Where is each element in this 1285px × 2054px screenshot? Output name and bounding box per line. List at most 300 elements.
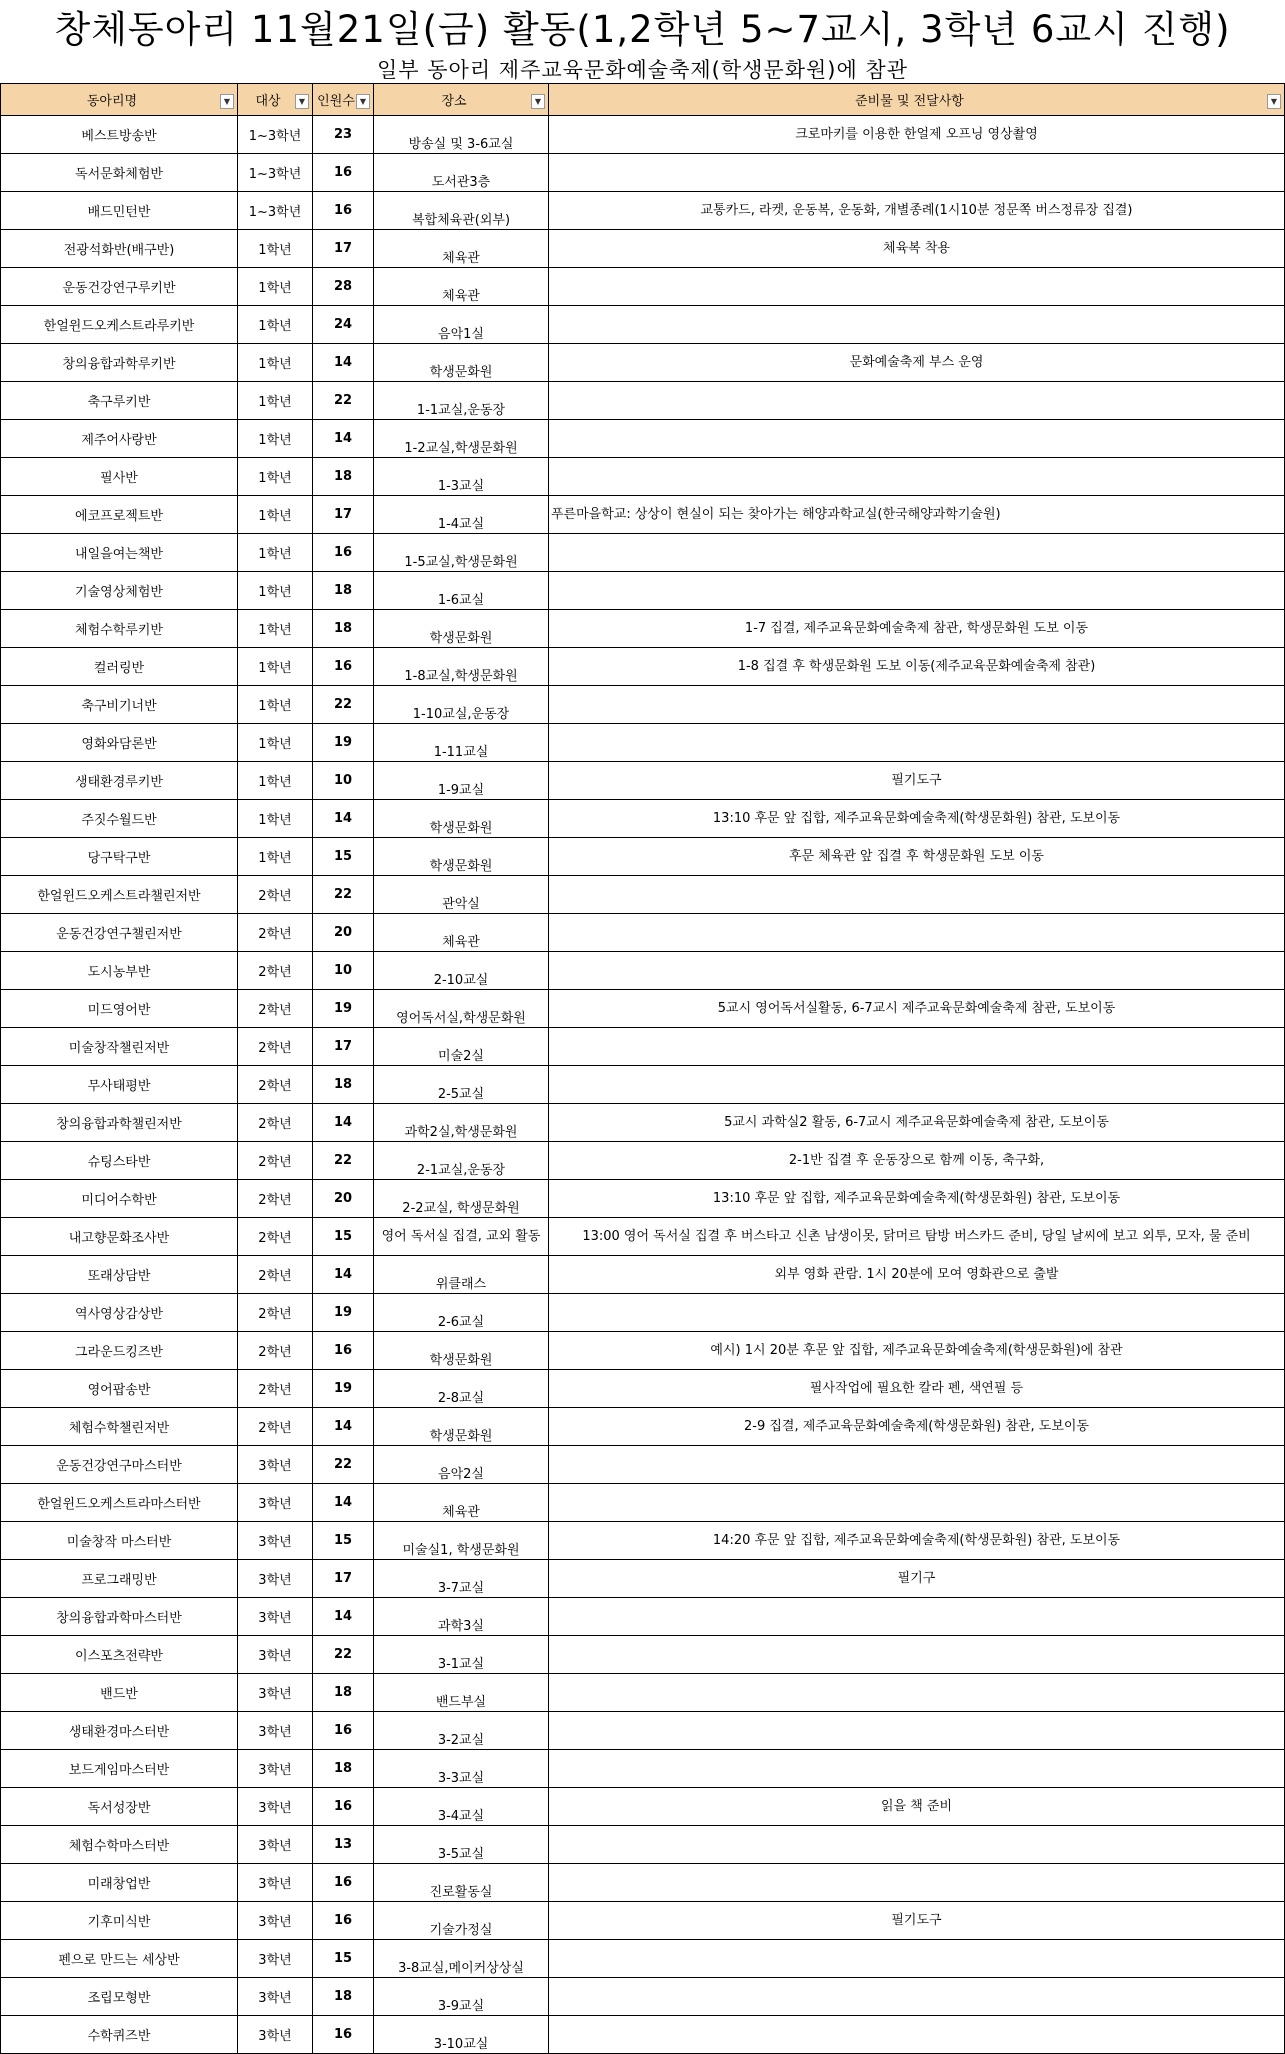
cell-club-name[interactable]: 독서성장반 (1, 1788, 238, 1826)
cell-count[interactable]: 19 (313, 1370, 374, 1408)
cell-target[interactable]: 2학년 (238, 1028, 313, 1066)
cell-club-name[interactable]: 베스트방송반 (1, 116, 238, 154)
cell-notes[interactable]: 5교시 영어독서실활동, 6-7교시 제주교육문화예술축제 참관, 도보이동 (549, 990, 1285, 1028)
filter-dropdown-icon[interactable]: ▼ (1267, 94, 1281, 109)
cell-target[interactable]: 1학년 (238, 610, 313, 648)
cell-target[interactable]: 2학년 (238, 1142, 313, 1180)
cell-club-name[interactable]: 창의융합과학챌린저반 (1, 1104, 238, 1142)
cell-count[interactable]: 14 (313, 1484, 374, 1522)
cell-notes[interactable] (549, 420, 1285, 458)
cell-count[interactable]: 16 (313, 1332, 374, 1370)
cell-count[interactable]: 16 (313, 534, 374, 572)
filter-dropdown-icon[interactable]: ▼ (531, 94, 545, 109)
cell-target[interactable]: 2학년 (238, 1294, 313, 1332)
cell-target[interactable]: 1학년 (238, 230, 313, 268)
cell-place[interactable]: 위클래스 (374, 1256, 549, 1294)
cell-place[interactable]: 학생문화원 (374, 800, 549, 838)
cell-club-name[interactable]: 생태환경마스터반 (1, 1712, 238, 1750)
cell-count[interactable]: 14 (313, 800, 374, 838)
cell-target[interactable]: 2학년 (238, 952, 313, 990)
cell-place[interactable]: 밴드부실 (374, 1674, 549, 1712)
cell-target[interactable]: 1학년 (238, 800, 313, 838)
cell-count[interactable]: 16 (313, 1788, 374, 1826)
cell-club-name[interactable]: 운동건강연구루키반 (1, 268, 238, 306)
cell-target[interactable]: 3학년 (238, 1978, 313, 2016)
cell-count[interactable]: 22 (313, 382, 374, 420)
cell-club-name[interactable]: 미래창업반 (1, 1864, 238, 1902)
cell-club-name[interactable]: 역사영상감상반 (1, 1294, 238, 1332)
cell-count[interactable]: 14 (313, 420, 374, 458)
cell-place[interactable]: 1-9교실 (374, 762, 549, 800)
cell-club-name[interactable]: 무사태평반 (1, 1066, 238, 1104)
table-row (1, 1940, 1285, 1978)
cell-count[interactable]: 20 (313, 914, 374, 952)
table-row (1, 458, 1285, 496)
table-row (1, 116, 1285, 154)
cell-notes[interactable]: 후문 체육관 앞 집결 후 학생문화원 도보 이동 (549, 838, 1285, 876)
cell-notes[interactable]: 13:00 영어 독서실 집결 후 버스타고 신촌 남생이못, 닭머르 탐방 버스카드 준비, 당일 날씨에 보고 외투, 모자, 물 준비 (549, 1218, 1285, 1256)
col-header-notes (549, 84, 1285, 116)
cell-notes[interactable] (549, 1028, 1285, 1066)
col-header-club-name (1, 84, 238, 116)
cell-club-name[interactable]: 또래상담반 (1, 1256, 238, 1294)
cell-club-name[interactable]: 체험수학챌린저반 (1, 1408, 238, 1446)
cell-count[interactable]: 17 (313, 496, 374, 534)
cell-target[interactable]: 3학년 (238, 1636, 313, 1674)
cell-notes[interactable] (549, 686, 1285, 724)
cell-place[interactable]: 미술2실 (374, 1028, 549, 1066)
cell-target[interactable]: 1학년 (238, 496, 313, 534)
cell-count[interactable]: 28 (313, 268, 374, 306)
cell-place[interactable]: 1-6교실 (374, 572, 549, 610)
cell-place[interactable]: 2-8교실 (374, 1370, 549, 1408)
cell-notes[interactable] (549, 154, 1285, 192)
cell-club-name[interactable]: 창의융합과학루키반 (1, 344, 238, 382)
cell-place[interactable]: 도서관3층 (374, 154, 549, 192)
cell-place[interactable]: 학생문화원 (374, 1408, 549, 1446)
cell-club-name[interactable]: 한얼윈드오케스트라루키반 (1, 306, 238, 344)
cell-target[interactable]: 2학년 (238, 1218, 313, 1256)
cell-target[interactable]: 3학년 (238, 1484, 313, 1522)
cell-count[interactable]: 14 (313, 1408, 374, 1446)
cell-target[interactable]: 3학년 (238, 1864, 313, 1902)
cell-target[interactable]: 3학년 (238, 1826, 313, 1864)
col-header-label: 준비물 및 전달사항 (855, 94, 964, 109)
table-row (1, 914, 1285, 952)
cell-count[interactable]: 18 (313, 458, 374, 496)
cell-target[interactable]: 2학년 (238, 990, 313, 1028)
table-row (1, 572, 1285, 610)
table-row (1, 420, 1285, 458)
cell-place[interactable]: 2-10교실 (374, 952, 549, 990)
cell-target[interactable]: 3학년 (238, 1446, 313, 1484)
cell-count[interactable]: 16 (313, 1864, 374, 1902)
club-table (0, 83, 1285, 2054)
cell-place[interactable]: 2-2교실, 학생문화원 (374, 1180, 549, 1218)
cell-club-name[interactable]: 내고향문화조사반 (1, 1218, 238, 1256)
cell-notes[interactable]: 필사작업에 필요한 칼라 펜, 색연필 등 (549, 1370, 1285, 1408)
table-row (1, 344, 1285, 382)
cell-notes[interactable] (549, 572, 1285, 610)
cell-notes[interactable] (549, 1294, 1285, 1332)
cell-target[interactable]: 2학년 (238, 1256, 313, 1294)
table-row (1, 1864, 1285, 1902)
cell-club-name[interactable]: 한얼윈드오케스트라챌린저반 (1, 876, 238, 914)
table-row (1, 1180, 1285, 1218)
cell-target[interactable]: 3학년 (238, 1750, 313, 1788)
cell-notes[interactable] (549, 1484, 1285, 1522)
cell-place[interactable]: 미술실1, 학생문화원 (374, 1522, 549, 1560)
cell-club-name[interactable]: 이스포츠전략반 (1, 1636, 238, 1674)
table-row (1, 1104, 1285, 1142)
cell-club-name[interactable]: 독서문화체험반 (1, 154, 238, 192)
cell-count[interactable]: 22 (313, 686, 374, 724)
cell-notes[interactable] (549, 1712, 1285, 1750)
cell-target[interactable]: 3학년 (238, 1940, 313, 1978)
cell-club-name[interactable]: 도시농부반 (1, 952, 238, 990)
cell-target[interactable]: 3학년 (238, 1522, 313, 1560)
cell-notes[interactable] (549, 1940, 1285, 1978)
cell-count[interactable]: 19 (313, 724, 374, 762)
table-row (1, 1712, 1285, 1750)
cell-place[interactable]: 3-9교실 (374, 1978, 549, 2016)
cell-count[interactable]: 13 (313, 1826, 374, 1864)
cell-place[interactable]: 1-8교실,학생문화원 (374, 648, 549, 686)
cell-place[interactable]: 3-10교실 (374, 2016, 549, 2054)
table-row (1, 686, 1285, 724)
cell-target[interactable]: 1학년 (238, 306, 313, 344)
cell-place[interactable]: 과학2실,학생문화원 (374, 1104, 549, 1142)
cell-club-name[interactable]: 필사반 (1, 458, 238, 496)
cell-place[interactable]: 학생문화원 (374, 1332, 549, 1370)
cell-notes[interactable]: 읽을 책 준비 (549, 1788, 1285, 1826)
cell-club-name[interactable]: 에코프로젝트반 (1, 496, 238, 534)
cell-target[interactable]: 2학년 (238, 914, 313, 952)
cell-notes[interactable] (549, 1864, 1285, 1902)
cell-place[interactable]: 체육관 (374, 268, 549, 306)
cell-count[interactable]: 16 (313, 1712, 374, 1750)
cell-notes[interactable] (549, 1978, 1285, 2016)
table-row (1, 1332, 1285, 1370)
cell-place[interactable]: 1-5교실,학생문화원 (374, 534, 549, 572)
cell-count[interactable]: 17 (313, 230, 374, 268)
cell-target[interactable]: 3학년 (238, 1560, 313, 1598)
cell-place[interactable]: 학생문화원 (374, 838, 549, 876)
cell-count[interactable]: 24 (313, 306, 374, 344)
cell-club-name[interactable]: 제주어사랑반 (1, 420, 238, 458)
table-row (1, 2016, 1285, 2054)
cell-target[interactable]: 1학년 (238, 534, 313, 572)
cell-place[interactable]: 과학3실 (374, 1598, 549, 1636)
cell-notes[interactable]: 크로마키를 이용한 한얼제 오프닝 영상촬영 (549, 116, 1285, 154)
table-row (1, 1370, 1285, 1408)
cell-place[interactable]: 2-1교실,운동장 (374, 1142, 549, 1180)
cell-target[interactable]: 1학년 (238, 420, 313, 458)
cell-notes[interactable] (549, 724, 1285, 762)
cell-count[interactable]: 14 (313, 1256, 374, 1294)
cell-club-name[interactable]: 운동건강연구마스터반 (1, 1446, 238, 1484)
cell-target[interactable]: 1학년 (238, 458, 313, 496)
cell-count[interactable]: 14 (313, 344, 374, 382)
cell-notes[interactable]: 1-8 집결 후 학생문화원 도보 이동(제주교육문화예술축제 참관) (549, 648, 1285, 686)
cell-count[interactable]: 18 (313, 1066, 374, 1104)
cell-notes[interactable] (549, 382, 1285, 420)
cell-notes[interactable] (549, 1598, 1285, 1636)
table-row (1, 990, 1285, 1028)
cell-club-name[interactable]: 펜으로 만드는 세상반 (1, 1940, 238, 1978)
cell-place[interactable]: 3-7교실 (374, 1560, 549, 1598)
col-header-target (238, 84, 313, 116)
cell-count[interactable]: 16 (313, 1902, 374, 1940)
cell-count[interactable]: 18 (313, 1750, 374, 1788)
cell-place[interactable]: 관악실 (374, 876, 549, 914)
cell-club-name[interactable]: 미드영어반 (1, 990, 238, 1028)
cell-notes[interactable]: 2-1반 집결 후 운동장으로 함께 이동, 축구화, (549, 1142, 1285, 1180)
cell-notes[interactable]: 예시) 1시 20분 후문 앞 집합, 제주교육문화예술축제(학생문화원)에 참관 (549, 1332, 1285, 1370)
cell-count[interactable]: 18 (313, 1978, 374, 2016)
table-row (1, 610, 1285, 648)
cell-notes[interactable]: 5교시 과학실2 활동, 6-7교시 제주교육문화예술축제 참관, 도보이동 (549, 1104, 1285, 1142)
cell-count[interactable]: 15 (313, 1940, 374, 1978)
cell-place[interactable]: 1-11교실 (374, 724, 549, 762)
cell-count[interactable]: 15 (313, 1218, 374, 1256)
cell-notes[interactable] (549, 534, 1285, 572)
cell-place[interactable]: 3-4교실 (374, 1788, 549, 1826)
cell-notes[interactable]: 외부 영화 관람. 1시 20분에 모여 영화관으로 출발 (549, 1256, 1285, 1294)
cell-count[interactable]: 16 (313, 154, 374, 192)
cell-target[interactable]: 3학년 (238, 1712, 313, 1750)
cell-notes[interactable]: 교통카드, 라켓, 운동복, 운동화, 개별종례(1시10분 정문쪽 버스정류장 집결) (549, 192, 1285, 230)
cell-target[interactable]: 1학년 (238, 724, 313, 762)
cell-count[interactable]: 23 (313, 116, 374, 154)
cell-place[interactable]: 1-10교실,운동장 (374, 686, 549, 724)
cell-club-name[interactable]: 한얼윈드오케스트라마스터반 (1, 1484, 238, 1522)
cell-target[interactable]: 2학년 (238, 1104, 313, 1142)
cell-club-name[interactable]: 보드게임마스터반 (1, 1750, 238, 1788)
cell-notes[interactable] (549, 306, 1285, 344)
table-row (1, 1142, 1285, 1180)
cell-count[interactable]: 22 (313, 876, 374, 914)
cell-club-name[interactable]: 프로그래밍반 (1, 1560, 238, 1598)
table-row (1, 1446, 1285, 1484)
cell-count[interactable]: 22 (313, 1446, 374, 1484)
cell-club-name[interactable]: 전광석화반(배구반) (1, 230, 238, 268)
cell-club-name[interactable]: 수학퀴즈반 (1, 2016, 238, 2054)
cell-notes[interactable] (549, 268, 1285, 306)
cell-target[interactable]: 2학년 (238, 1180, 313, 1218)
cell-count[interactable]: 14 (313, 1104, 374, 1142)
cell-target[interactable]: 1~3학년 (238, 116, 313, 154)
cell-notes[interactable]: 푸른마을학교: 상상이 현실이 되는 찾아가는 해양과학교실(한국해양과학기술원) (549, 496, 1285, 534)
cell-target[interactable]: 1학년 (238, 648, 313, 686)
table-row (1, 1256, 1285, 1294)
cell-target[interactable]: 3학년 (238, 1902, 313, 1940)
filter-dropdown-icon[interactable]: ▼ (295, 94, 309, 109)
cell-club-name[interactable]: 배드민턴반 (1, 192, 238, 230)
cell-place[interactable]: 3-1교실 (374, 1636, 549, 1674)
cell-notes[interactable]: 2-9 집결, 제주교육문화예술축제(학생문화원) 참관, 도보이동 (549, 1408, 1285, 1446)
cell-target[interactable]: 1학년 (238, 762, 313, 800)
cell-count[interactable]: 10 (313, 762, 374, 800)
cell-target[interactable]: 3학년 (238, 1598, 313, 1636)
cell-target[interactable]: 1학년 (238, 838, 313, 876)
cell-notes[interactable] (549, 1750, 1285, 1788)
cell-notes[interactable] (549, 1674, 1285, 1712)
cell-target[interactable]: 2학년 (238, 1332, 313, 1370)
table-row (1, 1218, 1285, 1256)
cell-club-name[interactable]: 영어팝송반 (1, 1370, 238, 1408)
cell-club-name[interactable]: 운동건강연구챌린저반 (1, 914, 238, 952)
cell-notes[interactable]: 필기도구 (549, 762, 1285, 800)
cell-club-name[interactable]: 생태환경루키반 (1, 762, 238, 800)
col-header-place (374, 84, 549, 116)
cell-place[interactable]: 2-5교실 (374, 1066, 549, 1104)
cell-club-name[interactable]: 밴드반 (1, 1674, 238, 1712)
cell-notes[interactable]: 1-7 집결, 제주교육문화예술축제 참관, 학생문화원 도보 이동 (549, 610, 1285, 648)
cell-count[interactable]: 18 (313, 610, 374, 648)
cell-place[interactable]: 1-3교실 (374, 458, 549, 496)
cell-club-name[interactable]: 영화와담론반 (1, 724, 238, 762)
cell-club-name[interactable]: 조립모형반 (1, 1978, 238, 2016)
cell-count[interactable]: 16 (313, 2016, 374, 2054)
cell-target[interactable]: 1학년 (238, 382, 313, 420)
page-title: 창체동아리 11월21일(금) 활동(1,2학년 5~7교시, 3학년 6교시 진행) (54, 8, 1231, 51)
cell-place[interactable]: 영어 독서실 집결, 교외 활동 (374, 1218, 549, 1256)
cell-place[interactable]: 학생문화원 (374, 610, 549, 648)
table-row (1, 154, 1285, 192)
cell-place[interactable]: 2-6교실 (374, 1294, 549, 1332)
cell-count[interactable]: 16 (313, 192, 374, 230)
cell-place[interactable]: 진로활동실 (374, 1864, 549, 1902)
cell-notes[interactable] (549, 1826, 1285, 1864)
cell-target[interactable]: 2학년 (238, 1066, 313, 1104)
cell-club-name[interactable]: 창의융합과학마스터반 (1, 1598, 238, 1636)
table-row (1, 1636, 1285, 1674)
cell-target[interactable]: 1학년 (238, 344, 313, 382)
cell-count[interactable]: 22 (313, 1636, 374, 1674)
cell-place[interactable]: 음악2실 (374, 1446, 549, 1484)
cell-count[interactable]: 14 (313, 1598, 374, 1636)
cell-place[interactable]: 방송실 및 3-6교실 (374, 116, 549, 154)
cell-count[interactable]: 15 (313, 838, 374, 876)
cell-club-name[interactable]: 체험수학마스터반 (1, 1826, 238, 1864)
cell-club-name[interactable]: 축구루키반 (1, 382, 238, 420)
cell-notes[interactable] (549, 1636, 1285, 1674)
cell-club-name[interactable]: 미술창작챌린저반 (1, 1028, 238, 1066)
cell-notes[interactable] (549, 876, 1285, 914)
cell-target[interactable]: 2학년 (238, 1408, 313, 1446)
cell-notes[interactable]: 13:10 후문 앞 집합, 제주교육문화예술축제(학생문화원) 참관, 도보이동 (549, 1180, 1285, 1218)
cell-place[interactable]: 3-2교실 (374, 1712, 549, 1750)
table-row (1, 230, 1285, 268)
table-row (1, 1066, 1285, 1104)
cell-club-name[interactable]: 기후미식반 (1, 1902, 238, 1940)
cell-notes[interactable]: 13:10 후문 앞 집합, 제주교육문화예술축제(학생문화원) 참관, 도보이동 (549, 800, 1285, 838)
cell-place[interactable]: 1-1교실,운동장 (374, 382, 549, 420)
cell-count[interactable]: 15 (313, 1522, 374, 1560)
cell-target[interactable]: 3학년 (238, 1674, 313, 1712)
cell-target[interactable]: 1학년 (238, 686, 313, 724)
table-row (1, 1598, 1285, 1636)
cell-place[interactable]: 3-8교실,메이커상상실 (374, 1940, 549, 1978)
cell-target[interactable]: 2학년 (238, 876, 313, 914)
cell-place[interactable]: 체육관 (374, 1484, 549, 1522)
cell-count[interactable]: 19 (313, 990, 374, 1028)
cell-count[interactable]: 22 (313, 1142, 374, 1180)
cell-place[interactable]: 음악1실 (374, 306, 549, 344)
cell-club-name[interactable]: 미디어수학반 (1, 1180, 238, 1218)
cell-place[interactable]: 체육관 (374, 230, 549, 268)
table-row (1, 1788, 1285, 1826)
cell-club-name[interactable]: 체험수학루키반 (1, 610, 238, 648)
cell-club-name[interactable]: 그라운드킹즈반 (1, 1332, 238, 1370)
cell-club-name[interactable]: 주짓수월드반 (1, 800, 238, 838)
cell-notes[interactable]: 필기도구 (549, 1902, 1285, 1940)
cell-club-name[interactable]: 슈팅스타반 (1, 1142, 238, 1180)
cell-place[interactable]: 1-4교실 (374, 496, 549, 534)
cell-place[interactable]: 복합체육관(외부) (374, 192, 549, 230)
cell-notes[interactable] (549, 1066, 1285, 1104)
cell-target[interactable]: 3학년 (238, 2016, 313, 2054)
cell-club-name[interactable]: 당구탁구반 (1, 838, 238, 876)
cell-place[interactable]: 1-2교실,학생문화원 (374, 420, 549, 458)
table-row (1, 800, 1285, 838)
cell-notes[interactable]: 필기구 (549, 1560, 1285, 1598)
cell-count[interactable]: 17 (313, 1560, 374, 1598)
cell-count[interactable]: 17 (313, 1028, 374, 1066)
cell-club-name[interactable]: 축구비기너반 (1, 686, 238, 724)
cell-count[interactable]: 19 (313, 1294, 374, 1332)
cell-count[interactable]: 10 (313, 952, 374, 990)
cell-target[interactable]: 2학년 (238, 1370, 313, 1408)
filter-dropdown-icon[interactable]: ▼ (356, 94, 370, 109)
cell-club-name[interactable]: 내일을여는책반 (1, 534, 238, 572)
cell-target[interactable]: 1~3학년 (238, 154, 313, 192)
cell-target[interactable]: 1학년 (238, 572, 313, 610)
cell-notes[interactable] (549, 2016, 1285, 2054)
cell-notes[interactable] (549, 1446, 1285, 1484)
table-row (1, 1294, 1285, 1332)
cell-club-name[interactable]: 미술창작 마스터반 (1, 1522, 238, 1560)
cell-place[interactable]: 기술가정실 (374, 1902, 549, 1940)
cell-notes[interactable]: 체육복 착용 (549, 230, 1285, 268)
col-header-label: 동아리명 (86, 94, 138, 109)
cell-club-name[interactable]: 컬러링반 (1, 648, 238, 686)
cell-club-name[interactable]: 기술영상체험반 (1, 572, 238, 610)
cell-count[interactable]: 16 (313, 648, 374, 686)
table-row (1, 762, 1285, 800)
cell-place[interactable]: 학생문화원 (374, 344, 549, 382)
cell-count[interactable]: 20 (313, 1180, 374, 1218)
cell-notes[interactable]: 14:20 후문 앞 집합, 제주교육문화예술축제(학생문화원) 참관, 도보이동 (549, 1522, 1285, 1560)
cell-place[interactable]: 3-3교실 (374, 1750, 549, 1788)
cell-place[interactable]: 체육관 (374, 914, 549, 952)
cell-count[interactable]: 18 (313, 572, 374, 610)
table-row (1, 952, 1285, 990)
col-header-label: 인원수 (317, 94, 355, 109)
cell-notes[interactable] (549, 952, 1285, 990)
cell-target[interactable]: 1~3학년 (238, 192, 313, 230)
filter-dropdown-icon[interactable]: ▼ (220, 94, 234, 109)
cell-notes[interactable] (549, 914, 1285, 952)
cell-place[interactable]: 영어독서실,학생문화원 (374, 990, 549, 1028)
cell-target[interactable]: 1학년 (238, 268, 313, 306)
cell-place[interactable]: 3-5교실 (374, 1826, 549, 1864)
cell-count[interactable]: 18 (313, 1674, 374, 1712)
cell-notes[interactable]: 문화예술축제 부스 운영 (549, 344, 1285, 382)
cell-notes[interactable] (549, 458, 1285, 496)
cell-target[interactable]: 3학년 (238, 1788, 313, 1826)
